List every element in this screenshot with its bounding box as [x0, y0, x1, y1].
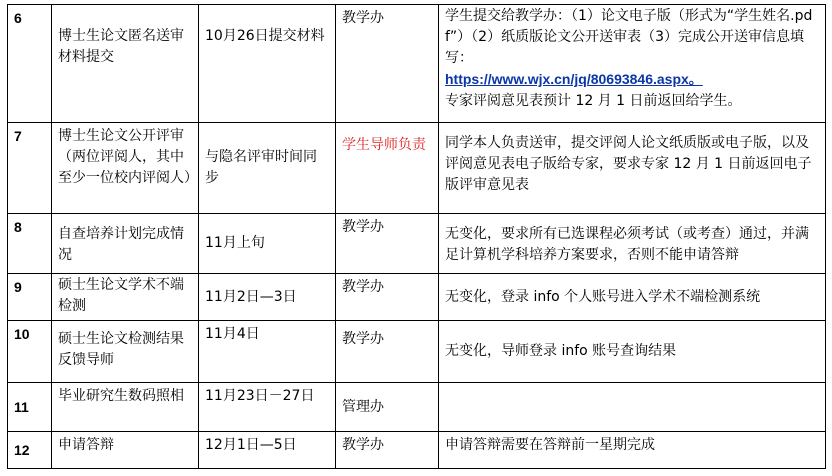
- task-cell: 毕业研究生数码照相: [52, 383, 199, 432]
- office-cell: 教学办: [336, 214, 439, 274]
- table-row: [8, 274, 826, 321]
- schedule-table: [7, 4, 826, 469]
- office-cell: 学生导师负责: [336, 123, 439, 214]
- time-cell: 11月4日: [199, 321, 336, 383]
- office-cell: 教学办: [336, 432, 439, 469]
- row-number: 10: [8, 321, 52, 383]
- task-cell: 硕士生论文检测结果反馈导师: [52, 321, 199, 383]
- time-cell: 11月23日－27日: [199, 383, 336, 432]
- row-number: 8: [8, 214, 52, 274]
- row-number: 7: [8, 123, 52, 214]
- time-text: 10月26日提交材料: [205, 28, 325, 44]
- note-cell: 无变化，导师登录 info 账号查询结果: [439, 321, 826, 383]
- row-number: 12: [8, 432, 52, 469]
- task-cell: [52, 5, 199, 123]
- office-cell: 教学办: [336, 5, 439, 123]
- note-cell: 无变化，登录 info 个人账号进入学术不端检测系统: [439, 274, 826, 321]
- note-cell: 同学本人负责送审，提交评阅人论文纸质版或电子版，以及评阅意见表电子版给专家，要求专家 12 月 1 日前返回电子版评审意见表: [439, 123, 826, 214]
- task-cell: 申请答辩: [52, 432, 199, 469]
- table-row: [8, 321, 826, 383]
- row-number: 6: [8, 5, 52, 123]
- time-cell: [199, 5, 336, 123]
- office-cell: 教学办: [336, 274, 439, 321]
- task-cell: 自查培养计划完成情况: [52, 214, 199, 274]
- time-cell: 11月2日—3日: [199, 274, 336, 321]
- row-number: 9: [8, 274, 52, 321]
- table-row: [8, 383, 826, 432]
- note-cell: 申请答辩需要在答辩前一星期完成: [439, 432, 826, 469]
- office-cell: 教学办: [336, 321, 439, 383]
- table-row: [8, 5, 826, 123]
- note-cell: [439, 383, 826, 432]
- row-number: 11: [8, 383, 52, 432]
- survey-link[interactable]: https://www.wjx.cn/jq/80693846.aspx。: [445, 71, 703, 87]
- time-cell: 12月1日—5日: [199, 432, 336, 469]
- note-text-return: 专家评阅意见表预计 12 月 1 日前返回给学生。: [445, 93, 742, 109]
- time-cell: 11月上旬: [199, 214, 336, 274]
- time-cell: 与隐名评审时间同步: [199, 123, 336, 214]
- task-cell: 硕士生论文学术不端检测: [52, 274, 199, 321]
- table-row: [8, 432, 826, 469]
- note-cell: [439, 5, 826, 123]
- note-text: 学生提交给教学办：（1）论文电子版（形式为“学生姓名.pdf”）（2）纸质版论文公开送审表（3）完成公开送审信息填写：: [445, 8, 813, 66]
- task-cell: 博士生论文公开评审（两位评阅人，其中至少一位校内评阅人）: [52, 123, 199, 214]
- task-text: 博士生论文匿名送审材料提交: [58, 28, 184, 65]
- note-cell: 无变化，要求所有已选课程必须考试（或考查）通过，并满足计算机学科培养方案要求，否则不能申请答辩: [439, 214, 826, 274]
- table-row: [8, 214, 826, 274]
- office-cell: 管理办: [336, 383, 439, 432]
- table-row: [8, 123, 826, 214]
